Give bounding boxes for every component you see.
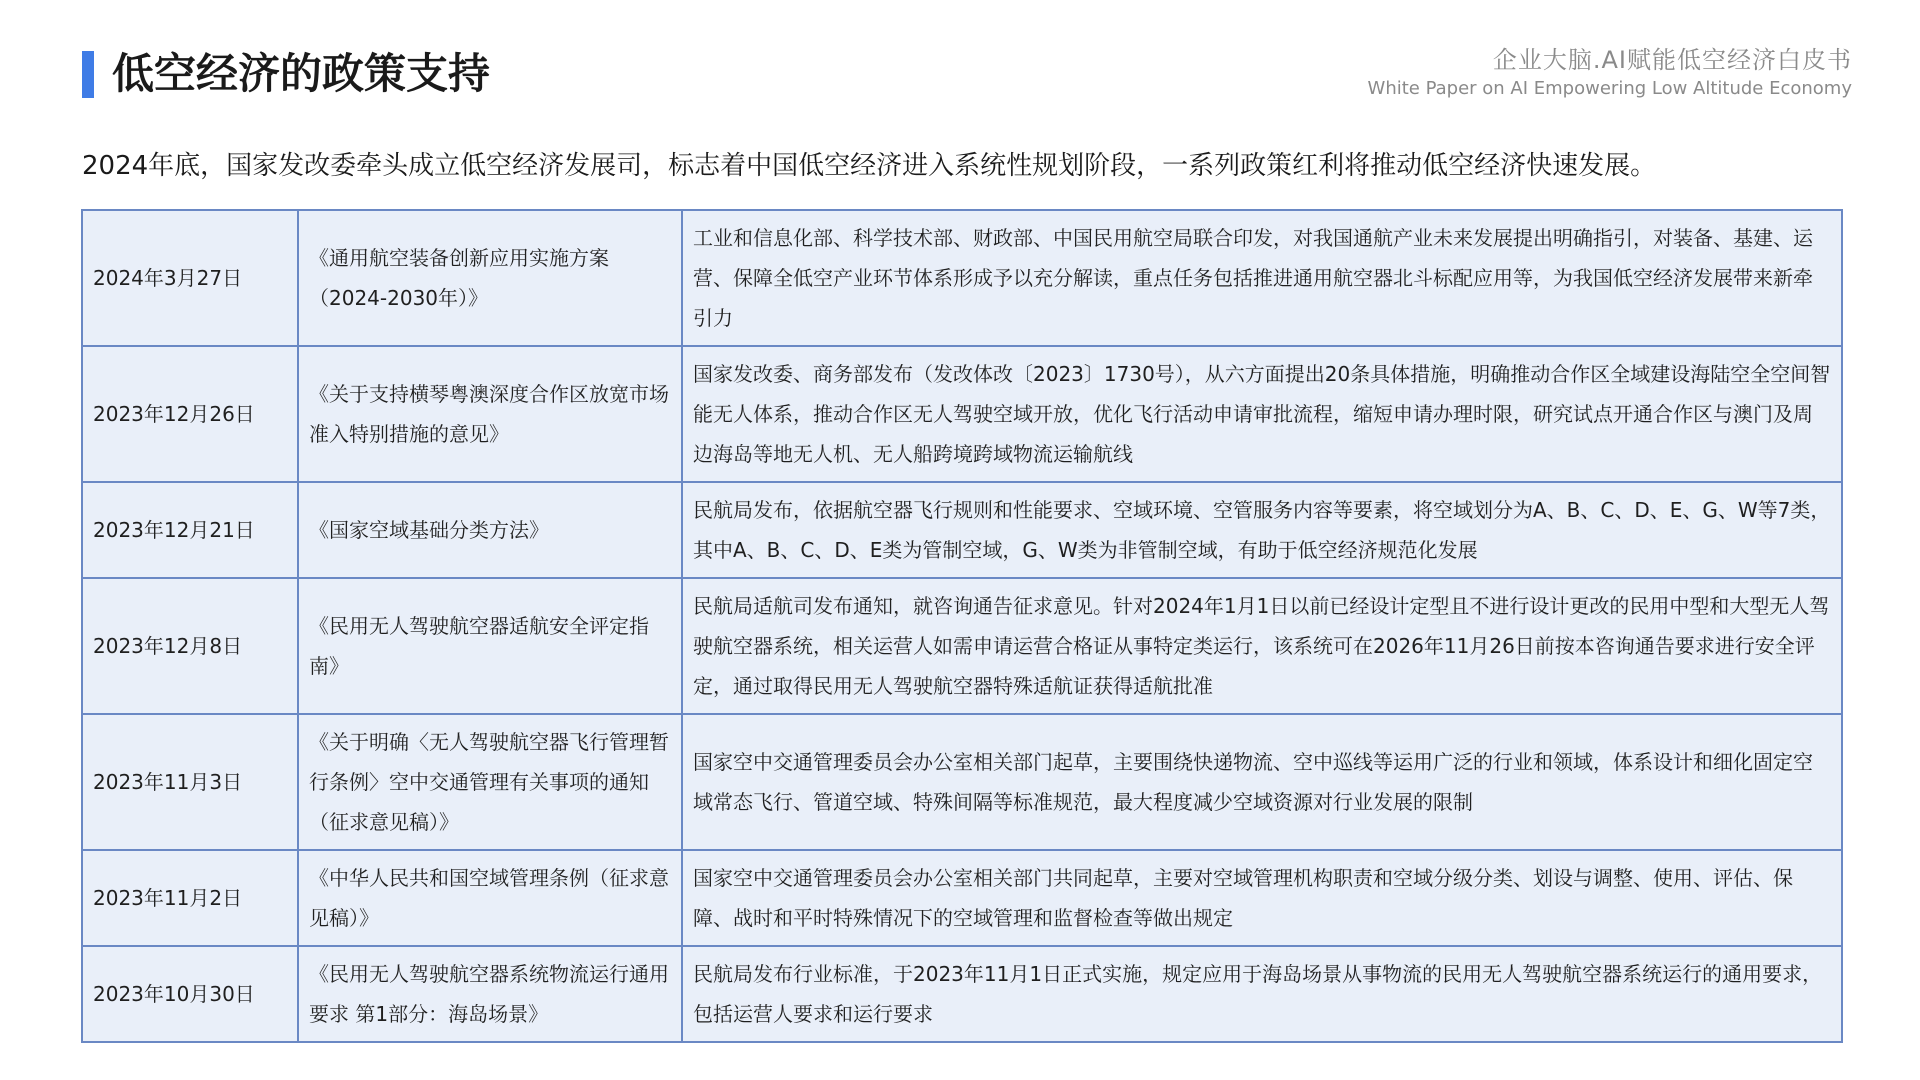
table-row [82, 946, 1842, 1042]
policy-description: 工业和信息化部、科学技术部、财政部、中国民用航空局联合印发，对我国通航产业未来发展提出明确指引，对装备、基建、运营、保障全低空产业环节体系形成予以充分解读，重点任务包括推进通用航空器北斗标配应用等，为我国低空经济发展带来新牵引力 [682, 210, 1842, 346]
policy-date: 2023年12月21日 [82, 482, 298, 578]
policy-description: 民航局适航司发布通知，就咨询通告征求意见。针对2024年1月1日以前已经设计定型且不进行设计更改的民用中型和大型无人驾驶航空器系统，相关运营人如需申请运营合格证从事特定类运行，该系统可在2026年11月26日前按本咨询通告要求进行安全评定，通过取得民用无人驾驶航空器特殊适航证获得适航批准 [682, 578, 1842, 714]
policy-table [81, 209, 1843, 1043]
policy-document: 《中华人民共和国空域管理条例（征求意见稿）》 [298, 850, 682, 946]
policy-description: 民航局发布行业标准，于2023年11月1日正式实施，规定应用于海岛场景从事物流的民用无人驾驶航空器系统运行的通用要求，包括运营人要求和运行要求 [682, 946, 1842, 1042]
brand-block [1368, 44, 1852, 102]
intro-text: 2024年底，国家发改委牵头成立低空经济发展司，标志着中国低空经济进入系统性规划阶段，一系列政策红利将推动低空经济快速发展。 [82, 151, 1657, 181]
brand-title-en: White Paper on AI Empowering Low Altitude Economy [1367, 78, 1852, 99]
table-row [82, 578, 1842, 714]
policy-document: 《民用无人驾驶航空器系统物流运行通用要求 第1部分：海岛场景》 [298, 946, 682, 1042]
table-row [82, 346, 1842, 482]
policy-document: 《国家空域基础分类方法》 [298, 482, 682, 578]
policy-document: 《民用无人驾驶航空器适航安全评定指南》 [298, 578, 682, 714]
policy-document: 《通用航空装备创新应用实施方案（2024-2030年）》 [298, 210, 682, 346]
policy-description: 国家空中交通管理委员会办公室相关部门起草，主要围绕快递物流、空中巡线等运用广泛的行业和领域，体系设计和细化固定空域常态飞行、管道空域、特殊间隔等标准规范，最大程度减少空域资源对行业发展的限制 [682, 714, 1842, 850]
brand-title-cn: 企业大脑.AI赋能低空经济白皮书 [1492, 46, 1852, 74]
title-accent-bar [82, 51, 94, 98]
policy-description: 国家发改委、商务部发布（发改体改〔2023〕1730号），从六方面提出20条具体措施，明确推动合作区全域建设海陆空全空间智能无人体系，推动合作区无人驾驶空域开放，优化飞行活动申请审批流程，缩短申请办理时限，研究试点开通合作区与澳门及周边海岛等地无人机、无人船跨境跨域物流运输航线 [682, 346, 1842, 482]
policy-date: 2024年3月27日 [82, 210, 298, 346]
table-row [82, 850, 1842, 946]
policy-date: 2023年11月3日 [82, 714, 298, 850]
page-title: 低空经济的政策支持 [112, 49, 491, 98]
policy-date: 2023年11月2日 [82, 850, 298, 946]
policy-description: 国家空中交通管理委员会办公室相关部门共同起草，主要对空域管理机构职责和空域分级分类、划设与调整、使用、评估、保障、战时和平时特殊情况下的空域管理和监督检查等做出规定 [682, 850, 1842, 946]
table-row [82, 714, 1842, 850]
policy-date: 2023年10月30日 [82, 946, 298, 1042]
policy-description: 民航局发布，依据航空器飞行规则和性能要求、空域环境、空管服务内容等要素，将空域划分为A、B、C、D、E、G、W等7类，其中A、B、C、D、E类为管制空域，G、W类为非管制空域，有助于低空经济规范化发展 [682, 482, 1842, 578]
table-row [82, 482, 1842, 578]
policy-document: 《关于明确〈无人驾驶航空器飞行管理暂行条例〉空中交通管理有关事项的通知（征求意见稿）》 [298, 714, 682, 850]
table-row [82, 210, 1842, 346]
policy-date: 2023年12月26日 [82, 346, 298, 482]
policy-document: 《关于支持横琴粤澳深度合作区放宽市场准入特别措施的意见》 [298, 346, 682, 482]
policy-date: 2023年12月8日 [82, 578, 298, 714]
